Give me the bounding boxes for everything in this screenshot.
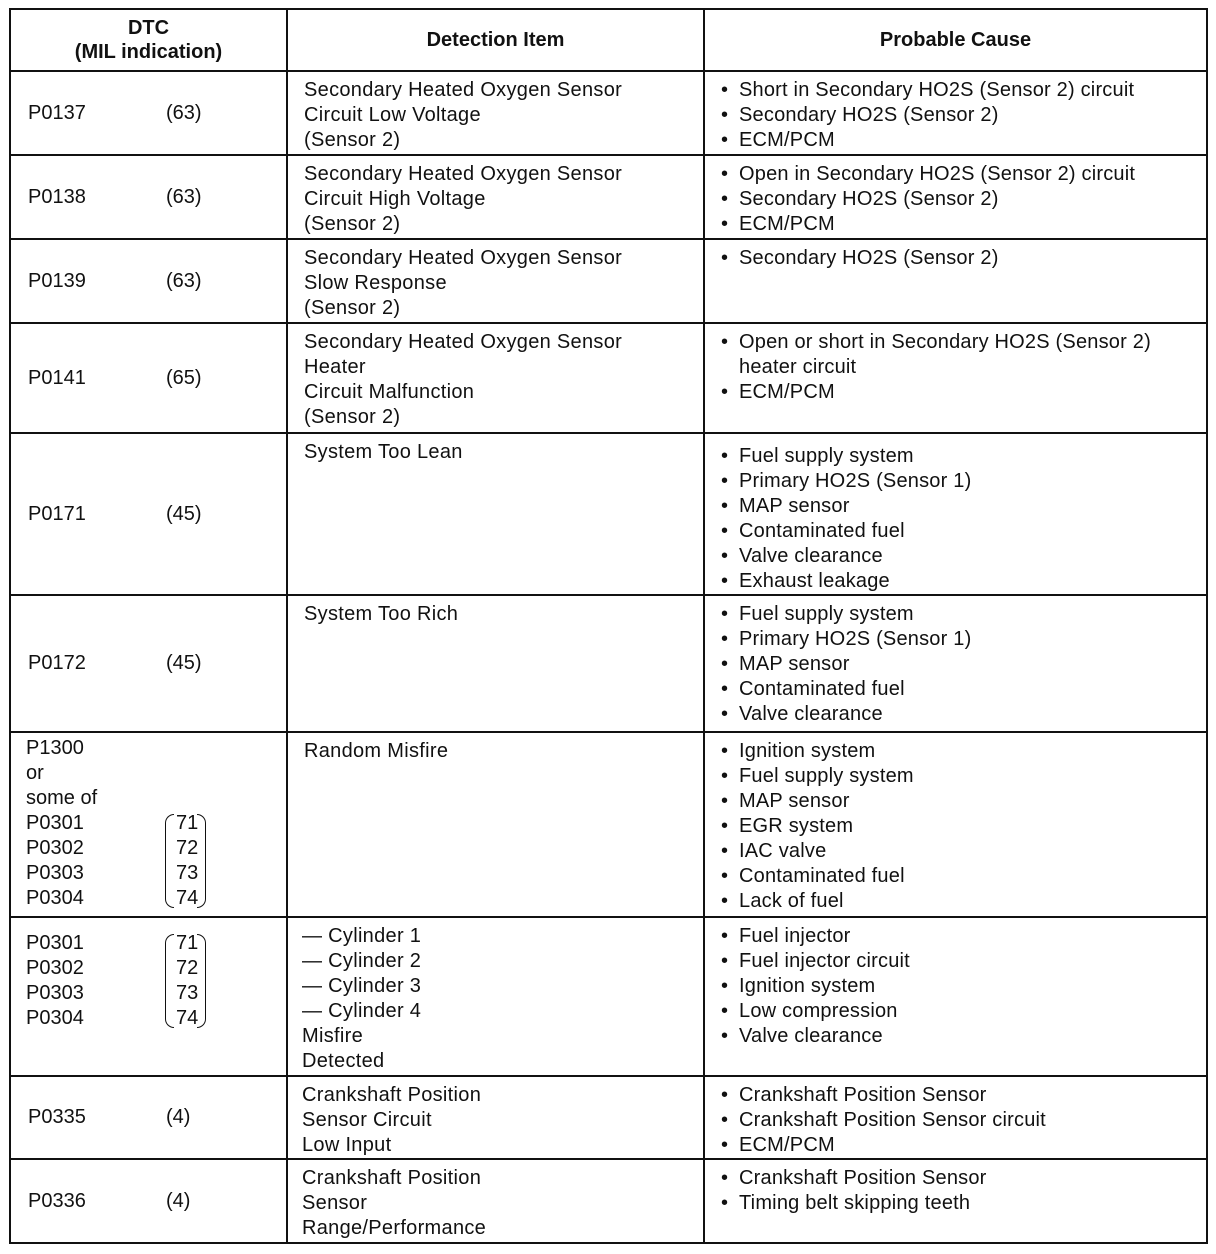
table-row (10, 239, 1207, 323)
detection-line: Crankshaft Position (302, 1167, 482, 1189)
cause-item: • MAP sensor (719, 652, 1206, 677)
mil-indication: 73 (176, 982, 199, 1004)
mil-indication: 71 (176, 812, 199, 834)
cause-item: • Crankshaft Position Sensor (719, 1166, 1206, 1191)
detection-line: (Sensor 2) (304, 406, 401, 428)
detection-line: Slow Response (304, 272, 447, 294)
dtc-code: P0171 (28, 502, 86, 525)
cause-item: • Ignition system (719, 974, 1206, 999)
table-row (10, 155, 1207, 239)
dtc-cell (10, 732, 287, 917)
detection-cell (287, 155, 704, 239)
cause-item: • Secondary HO2S (Sensor 2) (719, 187, 1206, 212)
dtc-code: P0303 (26, 862, 84, 884)
mil-indication: (63) (166, 269, 202, 292)
dtc-cell (10, 917, 287, 1076)
mil-indication: (63) (166, 101, 202, 124)
mil-indication: (63) (166, 185, 202, 208)
cause-item: • Contaminated fuel (719, 519, 1206, 544)
table-row (10, 433, 1207, 595)
cause-cell (704, 1076, 1207, 1159)
dtc-code: P0304 (26, 887, 84, 909)
cause-cell (704, 433, 1207, 595)
mil-indication: 74 (176, 1007, 199, 1029)
cause-item: • Low compression (719, 999, 1206, 1024)
cause-item: • Fuel supply system (719, 764, 1206, 789)
dtc-cell (10, 1159, 287, 1243)
dtc-cell (10, 595, 287, 732)
cause-item: • Primary HO2S (Sensor 1) (719, 469, 1206, 494)
detection-line: Circuit Malfunction (304, 381, 475, 403)
cause-item: • ECM/PCM (719, 212, 1206, 237)
detection-line: System Too Rich (304, 603, 459, 625)
mil-indication: (4) (166, 1189, 191, 1212)
cause-cell (704, 239, 1207, 323)
header-detection-item: Detection Item (287, 9, 704, 71)
table-row (10, 1159, 1207, 1243)
detection-line: Secondary Heated Oxygen Sensor (304, 331, 623, 353)
cause-item: • Contaminated fuel (719, 677, 1206, 702)
cause-item: • Ignition system (719, 739, 1206, 764)
cause-item: • Timing belt skipping teeth (719, 1191, 1206, 1216)
table-row (10, 1076, 1207, 1159)
header-dtc-subtitle: (MIL indication) (74, 41, 223, 63)
detection-line: Secondary Heated Oxygen Sensor (304, 247, 623, 269)
cause-cell (704, 732, 1207, 917)
dtc-cell (10, 1076, 287, 1159)
detection-line: Low Input (302, 1134, 392, 1156)
detection-line: Random Misfire (304, 740, 449, 762)
mil-indication: 73 (176, 862, 199, 884)
dtc-cell (10, 239, 287, 323)
header-dtc (10, 9, 287, 71)
dtc-code: P0137 (28, 101, 86, 124)
detection-line: (Sensor 2) (304, 213, 401, 235)
dtc-code: P0139 (28, 269, 86, 292)
cause-item: • Secondary HO2S (Sensor 2) (719, 103, 1206, 128)
dtc-code: P0302 (26, 957, 84, 979)
cause-cell (704, 323, 1207, 433)
detection-cell (287, 732, 704, 917)
cause-item: • MAP sensor (719, 494, 1206, 519)
header-dtc-title: DTC (127, 17, 170, 39)
detection-line: (Sensor 2) (304, 297, 401, 319)
dtc-cell (10, 71, 287, 155)
cause-cell (704, 71, 1207, 155)
mil-indication: 72 (176, 957, 199, 979)
detection-cell (287, 239, 704, 323)
detection-line: (Sensor 2) (304, 129, 401, 151)
cause-cell (704, 1159, 1207, 1243)
dtc-cell (10, 155, 287, 239)
detection-line: Circuit High Voltage (304, 188, 486, 210)
cause-item: • Open or short in Secondary HO2S (Sensor 2) heater circuit (719, 330, 1206, 380)
cause-item: • ECM/PCM (719, 128, 1206, 153)
detection-line: Sensor Circuit (302, 1109, 432, 1131)
mil-bracket (164, 931, 206, 1031)
detection-cell (287, 433, 704, 595)
detection-cell (287, 917, 704, 1076)
dtc-code: P0303 (26, 982, 84, 1004)
dtc-code: P0302 (26, 837, 84, 859)
cause-item: • EGR system (719, 814, 1206, 839)
dtc-code: P0301 (26, 812, 84, 834)
cause-cell (704, 595, 1207, 732)
dtc-code: P1300 (26, 737, 84, 759)
table-row (10, 323, 1207, 433)
table-row (10, 732, 1207, 917)
mil-indication: (65) (166, 366, 202, 389)
table-row (10, 917, 1207, 1076)
cause-item: • Exhaust leakage (719, 569, 1206, 594)
dtc-code: P0336 (28, 1189, 86, 1212)
dtc-code: P0304 (26, 1007, 84, 1029)
mil-indication: (4) (166, 1106, 191, 1128)
cause-item: • IAC valve (719, 839, 1206, 864)
cause-item: • Primary HO2S (Sensor 1) (719, 627, 1206, 652)
dtc-code: P0172 (28, 652, 86, 674)
detection-cell (287, 1076, 704, 1159)
cause-item: • Short in Secondary HO2S (Sensor 2) circuit (719, 78, 1206, 103)
detection-line: — Cylinder 2 (302, 950, 422, 972)
cause-item: • MAP sensor (719, 789, 1206, 814)
detection-line: Secondary Heated Oxygen Sensor (304, 163, 623, 185)
mil-bracket (164, 811, 206, 911)
detection-cell (287, 1159, 704, 1243)
mil-indication: 71 (176, 932, 199, 954)
detection-cell (287, 323, 704, 433)
mil-indication: (45) (166, 652, 202, 674)
mil-indication: 74 (176, 887, 199, 909)
cause-item: • Valve clearance (719, 702, 1206, 727)
table-row (10, 71, 1207, 155)
cause-cell (704, 917, 1207, 1076)
mil-indication: (45) (166, 502, 202, 525)
cause-item: • Lack of fuel (719, 889, 1206, 914)
cause-item: • ECM/PCM (719, 380, 1206, 405)
dtc-table (9, 8, 1208, 1244)
detection-cell (287, 71, 704, 155)
cause-item: • Secondary HO2S (Sensor 2) (719, 246, 1206, 271)
cause-item: • Crankshaft Position Sensor circuit (719, 1108, 1206, 1133)
dtc-connector-text: or (26, 762, 44, 784)
header-probable-cause: Probable Cause (704, 9, 1207, 71)
detection-cell (287, 595, 704, 732)
detection-line: — Cylinder 3 (302, 975, 422, 997)
dtc-connector-text: some of (26, 787, 98, 809)
detection-line: Detected (302, 1050, 385, 1072)
dtc-code: P0141 (28, 366, 86, 389)
detection-line: Sensor (302, 1192, 368, 1214)
detection-line: Crankshaft Position (302, 1084, 482, 1106)
detection-line: Heater (304, 356, 366, 378)
dtc-cell (10, 433, 287, 595)
header-row (10, 9, 1207, 71)
detection-line: — Cylinder 1 (302, 925, 422, 947)
cause-item: • Contaminated fuel (719, 864, 1206, 889)
cause-cell (704, 155, 1207, 239)
dtc-cell (10, 323, 287, 433)
dtc-code: P0138 (28, 185, 86, 208)
cause-item: • Open in Secondary HO2S (Sensor 2) circuit (719, 162, 1206, 187)
cause-item: • Valve clearance (719, 1024, 1206, 1049)
cause-item: • Fuel injector circuit (719, 949, 1206, 974)
cause-item: • Fuel injector (719, 924, 1206, 949)
cause-item: • Valve clearance (719, 544, 1206, 569)
detection-line: Misfire (302, 1025, 363, 1047)
detection-line: Range/Performance (302, 1217, 487, 1239)
cause-item: • ECM/PCM (719, 1133, 1206, 1158)
cause-item: • Fuel supply system (719, 444, 1206, 469)
cause-item: • Crankshaft Position Sensor (719, 1083, 1206, 1108)
mil-indication: 72 (176, 837, 199, 859)
detection-line: — Cylinder 4 (302, 1000, 422, 1022)
dtc-code: P0301 (26, 932, 84, 954)
detection-line: Circuit Low Voltage (304, 104, 481, 126)
table-row (10, 595, 1207, 732)
dtc-code: P0335 (28, 1106, 86, 1128)
cause-item: • Fuel supply system (719, 602, 1206, 627)
detection-line: System Too Lean (304, 441, 463, 463)
detection-line: Secondary Heated Oxygen Sensor (304, 79, 623, 101)
